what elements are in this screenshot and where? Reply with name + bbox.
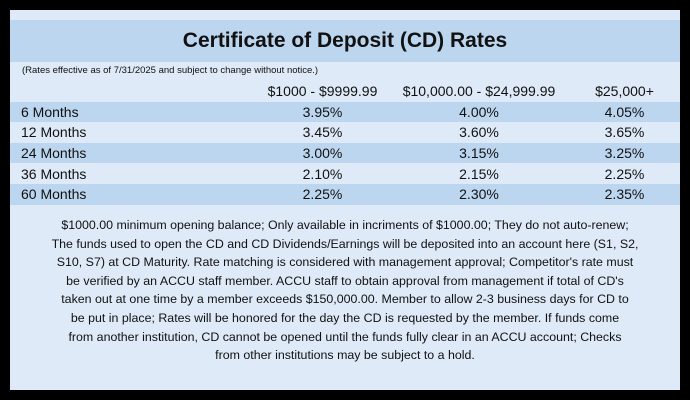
rate-cell: 2.30% — [389, 184, 569, 205]
table-row — [10, 184, 680, 205]
rate-cell: 3.60% — [389, 122, 569, 143]
rate-cell: 3.00% — [256, 143, 389, 164]
disclaimer-line: The funds used to open the CD and CD Dividends/Earnings will be deposited into an account here (S1, S2, — [51, 236, 639, 251]
term-cell: 12 Months — [10, 122, 256, 143]
header-cell-term — [10, 81, 256, 102]
rates-table — [10, 81, 680, 205]
rate-cell: 4.05% — [569, 102, 680, 123]
disclaimer-line: S10, S7) at CD Maturity. Rate matching is considered with management approval; Competitor's rate must — [56, 255, 634, 270]
rate-cell: 2.15% — [389, 163, 569, 184]
rate-cell: 2.35% — [569, 184, 680, 205]
rate-cell: 2.25% — [569, 163, 680, 184]
rate-cell: 3.95% — [256, 102, 389, 123]
rate-cell: 3.25% — [569, 143, 680, 164]
header-cell-tier-1: $1000 - $9999.99 — [256, 81, 389, 102]
disclaimer-line: be verified by an ACCU staff member. ACCU staff to obtain approval from management if total of CD's — [66, 273, 624, 288]
table-row — [10, 122, 680, 143]
rate-cell: 2.25% — [256, 184, 389, 205]
header-cell-tier-2: $10,000.00 - $24,999.99 — [389, 81, 569, 102]
disclaimer-line: from another institution, CD cannot be opened until the funds fully clear in an ACCU account; Checks — [68, 329, 622, 344]
rate-cell: 3.45% — [256, 122, 389, 143]
term-cell: 36 Months — [10, 163, 256, 184]
disclaimer-line: from other institutions may be subject to a hold. — [215, 348, 475, 363]
table-header-row — [10, 81, 680, 102]
term-cell: 24 Months — [10, 143, 256, 164]
disclaimer-line: $1000.00 minimum opening balance; Only available in incriments of $1000.00; They do not auto-renew; — [61, 218, 629, 232]
rate-cell: 2.10% — [256, 163, 389, 184]
page-title: Certificate of Deposit (CD) Rates — [10, 20, 680, 62]
term-cell: 60 Months — [10, 184, 256, 205]
header-cell-tier-3: $25,000+ — [569, 81, 680, 102]
table-row — [10, 102, 680, 123]
table-row — [10, 143, 680, 164]
disclaimer-line: be put in place; Rates will be honored for the day the CD is requested by the member. If funds come — [70, 310, 620, 325]
disclaimer-line: taken out at one time by a member exceeds $150,000.00. Member to allow 2-3 business days for CD to — [61, 292, 629, 307]
rate-cell: 4.00% — [389, 102, 569, 123]
rates-effective-note: (Rates effective as of 7/31/2025 and subject to change without notice.) — [22, 65, 319, 76]
rate-cell: 3.65% — [569, 122, 680, 143]
rate-cell: 3.15% — [389, 143, 569, 164]
disclaimer-text — [20, 216, 670, 365]
term-cell: 6 Months — [10, 102, 256, 123]
table-row — [10, 163, 680, 184]
